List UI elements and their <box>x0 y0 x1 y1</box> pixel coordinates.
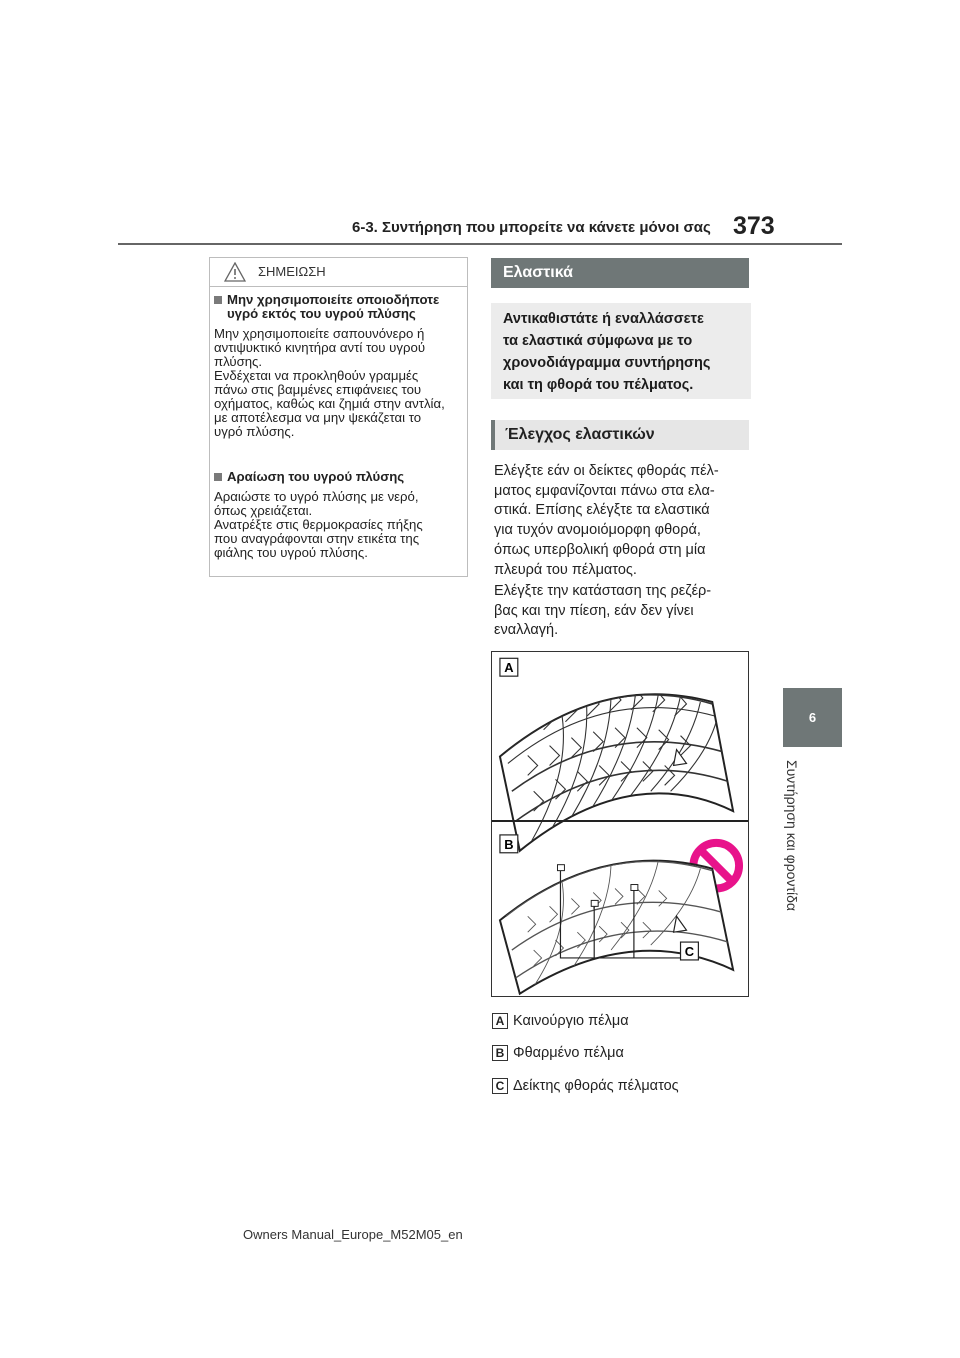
notice-body-line: Αραιώστε το υγρό πλύσης με νερό, <box>214 489 419 504</box>
section-heading: Ελαστικά <box>491 258 749 288</box>
notice-item-heading <box>214 470 464 484</box>
tire-new <box>500 684 733 851</box>
chapter-side-label <box>777 760 807 930</box>
notice-body-line: όπως χρειάζεται. <box>214 503 313 518</box>
notice-body-line: Ανατρέξτε στις θερμοκρασίες πήξης <box>214 517 423 532</box>
paragraph-line: όπως υπερβολική φθορά στη μία <box>494 541 706 558</box>
figure-label-b <box>500 835 518 853</box>
paragraph-spare-check <box>494 582 756 641</box>
notice-item-dilution <box>214 470 464 560</box>
svg-text:C: C <box>684 943 695 959</box>
paragraph-line: στικά. Επίσης ελέγξτε τα ελαστικά <box>494 502 710 519</box>
tire-worn <box>500 859 733 994</box>
notice-heading-text: Αραίωση του υγρού πλύσης <box>227 469 405 484</box>
paragraph-line: Ελέγξτε εάν οι δείκτες φθοράς πέλ- <box>494 463 719 479</box>
paragraph-line: Ελέγξτε την κατάσταση της ρεζέρ- <box>494 583 712 599</box>
svg-text:A: A <box>504 660 514 676</box>
callout-line: και τη φθορά του πέλματος. <box>503 377 694 393</box>
notice-body-line: πάνω στις βαμμένες επιφάνειες του <box>214 382 422 397</box>
legend-item-wear-indicator <box>492 1077 679 1095</box>
paragraph-line: βας και την πίεση, εάν δεν γίνει <box>494 602 694 619</box>
callout-line: χρονοδιάγραμμα συντήρησης <box>503 355 711 371</box>
notice-item-heading <box>214 293 464 321</box>
paragraph-line: ματος εμφανίζονται πάνω στα ελα- <box>494 482 715 499</box>
legend-letter: B <box>492 1045 508 1061</box>
legend-text: Δείκτης φθοράς πέλματος <box>513 1078 679 1094</box>
callout-line: τα ελαστικά σύμφωνα με το <box>503 333 693 349</box>
section-title: 6-3. Συντήρηση που μπορείτε να κάνετε μόνοι σας <box>352 219 711 236</box>
header-divider <box>118 243 842 245</box>
legend-item-new-tread <box>492 1012 629 1030</box>
legend-letter: A <box>492 1013 508 1029</box>
notice-body-line: Μην χρησιμοποιείτε σαπουνόνερο ή <box>214 326 425 341</box>
legend-text: Φθαρμένο πέλμα <box>513 1045 624 1061</box>
figure-label-c <box>681 942 699 960</box>
paragraph-tire-check <box>494 462 756 580</box>
figure-label-a <box>500 658 518 676</box>
notice-body-line: οχήματος, καθώς και ζημιά στην αντλία, <box>214 396 445 411</box>
square-bullet-icon <box>214 296 222 304</box>
legend-letter: C <box>492 1078 508 1094</box>
paragraph-line: πλευρά του πέλματος. <box>494 561 637 578</box>
page-number: 373 <box>733 212 775 240</box>
tire-wear-illustration <box>491 651 749 997</box>
notice-body-line: με αποτέλεσμα να μην ψεκάζεται το <box>214 410 422 425</box>
square-bullet-icon <box>214 473 222 481</box>
callout-box <box>491 303 751 399</box>
chapter-tab: 6 <box>783 688 842 747</box>
chapter-title: Συντήρηση και φροντίδα <box>784 760 800 911</box>
callout-line: Αντικαθιστάτε ή εναλλάσσετε <box>503 311 704 327</box>
svg-text:B: B <box>504 836 514 852</box>
paragraph-line: εναλλαγή. <box>494 622 559 639</box>
notice-item-body <box>214 327 464 439</box>
notice-body-line: πλύσης. <box>214 354 263 369</box>
paragraph-line: για τυχόν ανομοιόμορφη φθορά, <box>494 522 701 539</box>
warning-triangle-icon <box>224 262 246 282</box>
subheading: Έλεγχος ελαστικών <box>491 420 749 450</box>
notice-body-line: υγρό πλύσης. <box>214 424 295 439</box>
legend-text: Καινούργιο πέλμα <box>513 1013 629 1029</box>
notice-body-line: που αναγράφονται στην ετικέτα της <box>214 531 420 546</box>
notice-body-line: φιάλης του υγρού πλύσης. <box>214 545 368 560</box>
notice-body-line: αντιψυκτικό κινητήρα αντί του υγρού <box>214 340 426 355</box>
notice-heading-text: Μην χρησιμοποιείτε οποιοδήποτε υγρό εκτός του υγρού πλύσης <box>227 292 440 321</box>
notice-body-line: Ενδέχεται να προκληθούν γραμμές <box>214 368 419 383</box>
footer-text: Owners Manual_Europe_M52M05_en <box>243 1227 463 1242</box>
notice-item-body <box>214 490 464 560</box>
notice-item-washer-fluid <box>214 293 464 439</box>
notice-label: ΣΗΜΕΙΩΣΗ <box>258 264 326 279</box>
notice-header <box>209 257 468 287</box>
legend-item-worn-tread <box>492 1044 624 1062</box>
